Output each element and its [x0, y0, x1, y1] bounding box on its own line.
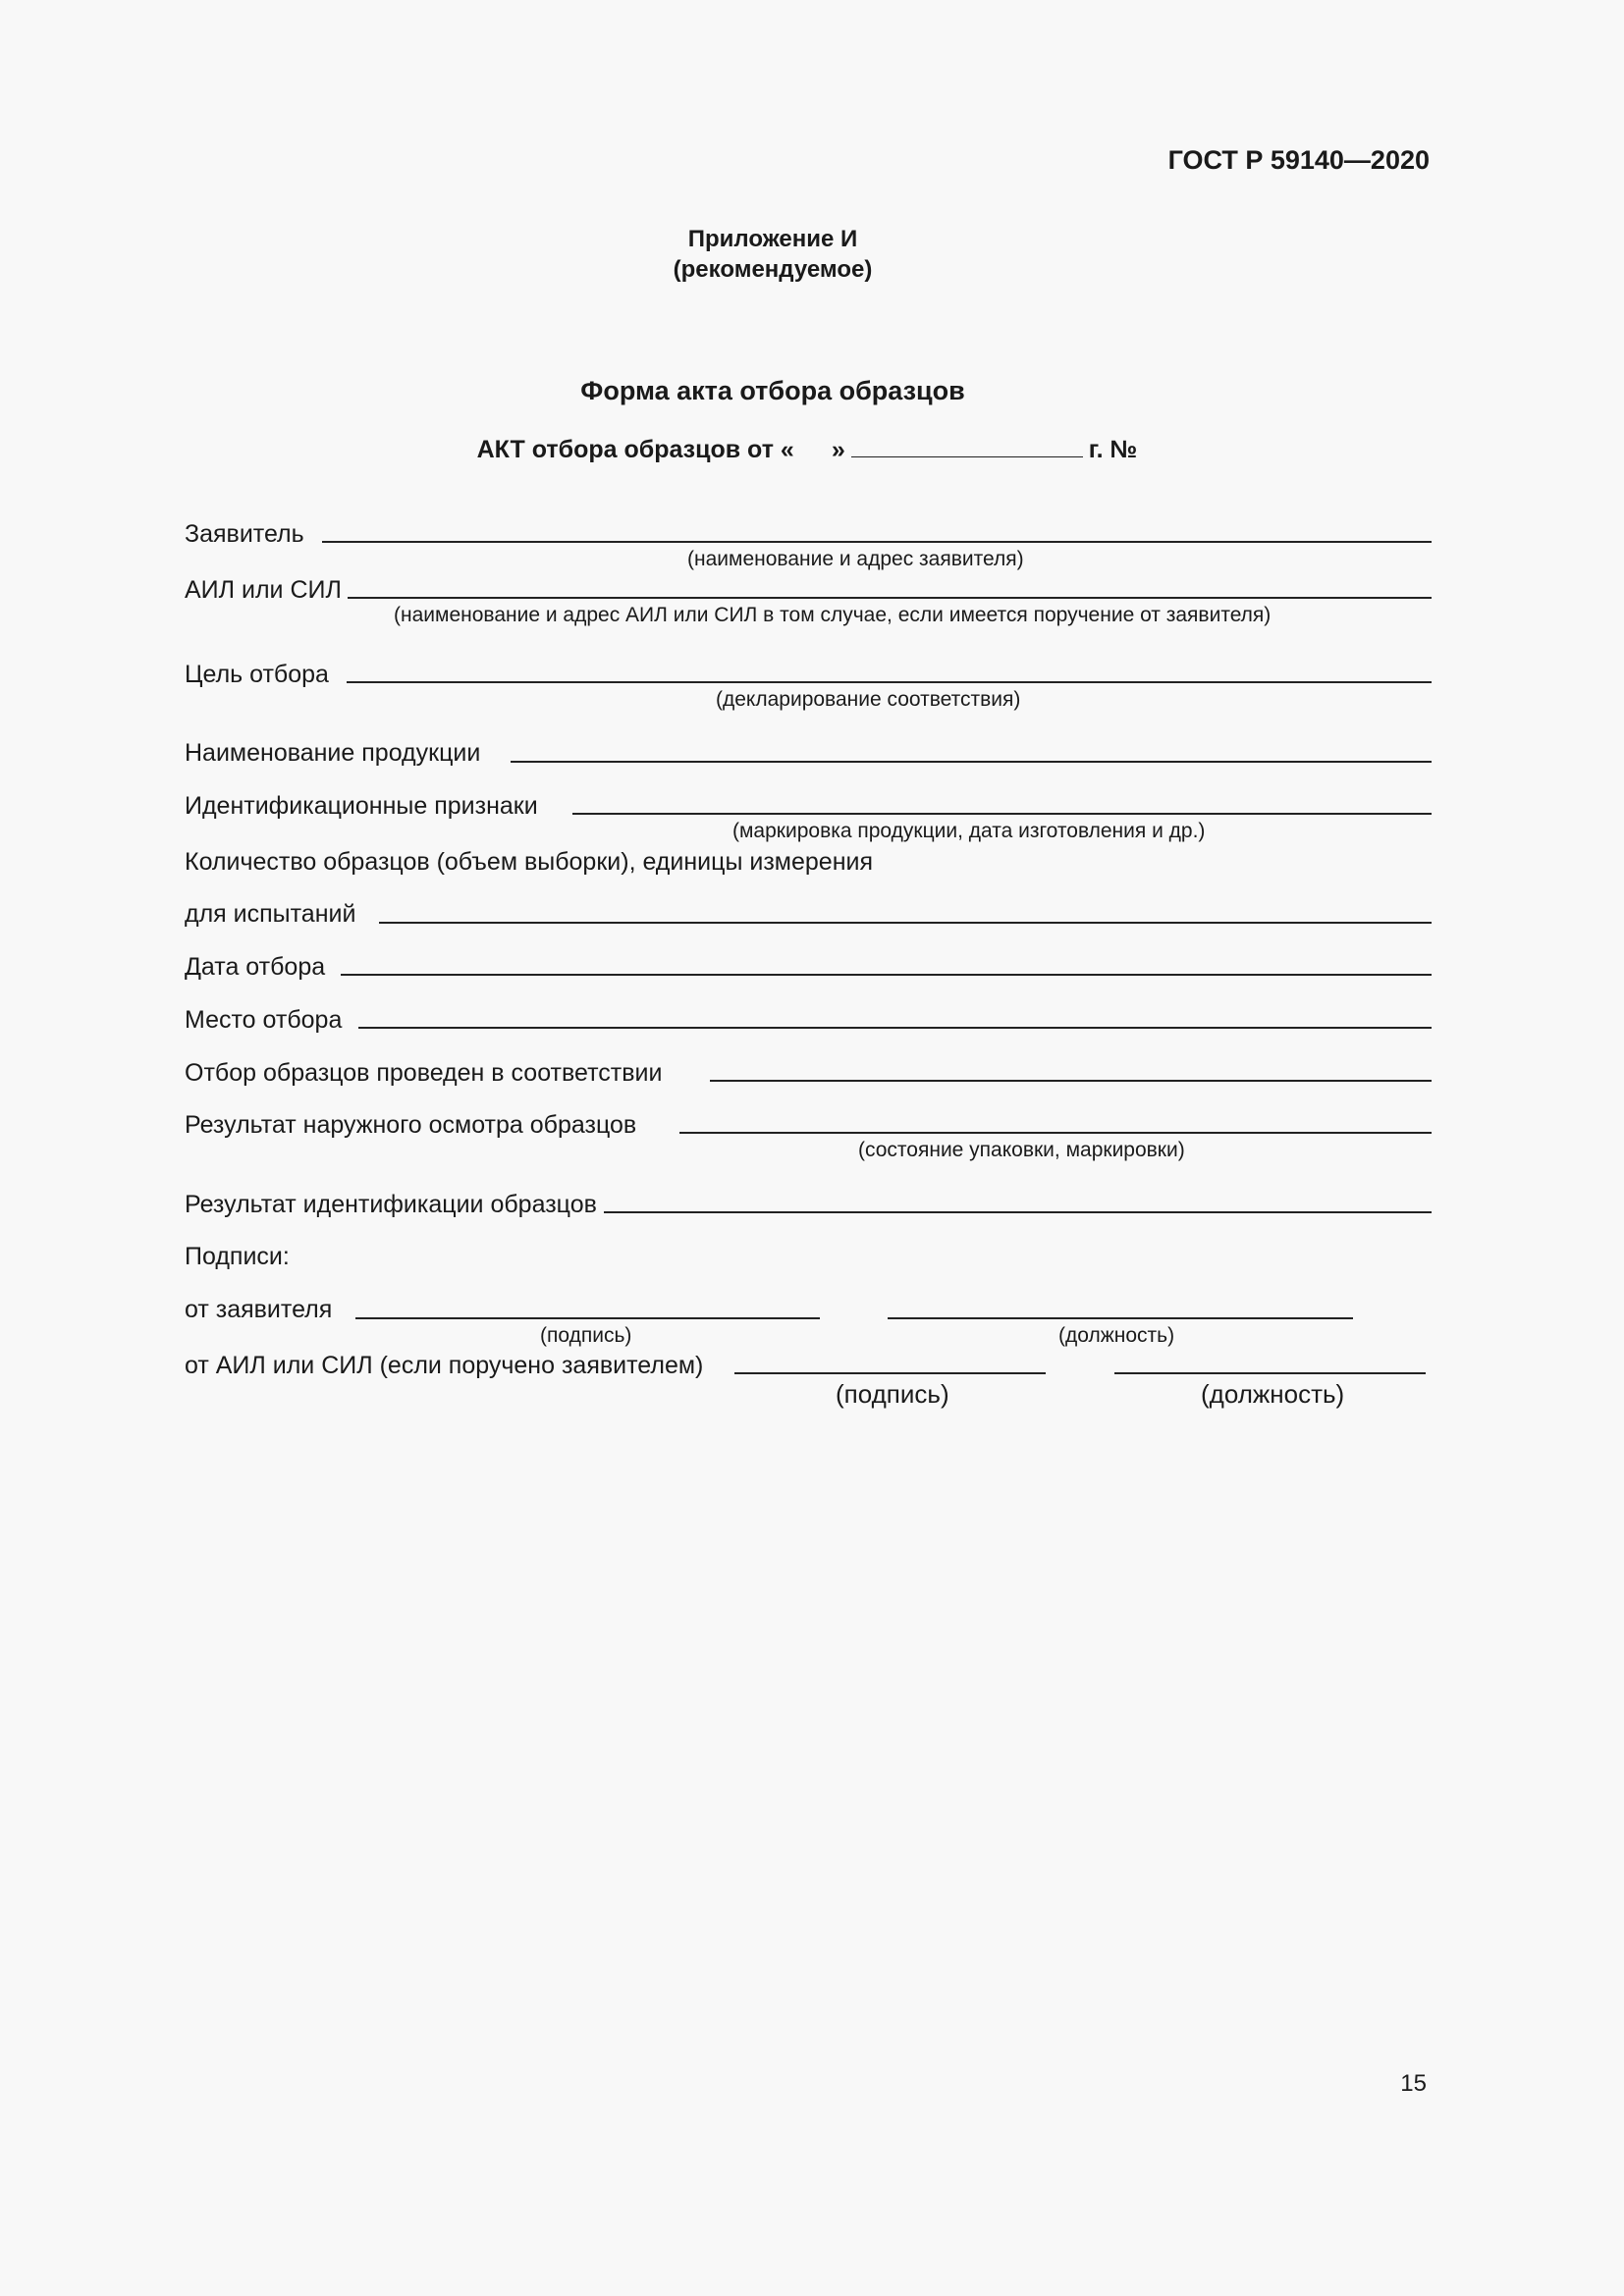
lab-position-line[interactable] — [1114, 1372, 1426, 1374]
inspection-hint: (состояние упаковки, маркировки) — [858, 1139, 1185, 1161]
appendix-subtitle: (рекомендуемое) — [673, 256, 873, 283]
lab-line[interactable] — [348, 597, 1432, 599]
purpose-line[interactable] — [347, 681, 1432, 683]
from-applicant-label: от заявителя — [185, 1296, 333, 1323]
applicant-label: Заявитель — [185, 520, 304, 548]
page-number: 15 — [1400, 2070, 1427, 2097]
lab-label: АИЛ или СИЛ — [185, 576, 342, 604]
identification-label: Идентификационные признаки — [185, 792, 538, 820]
lab-position-caption: (должность) — [1201, 1379, 1345, 1409]
form-title: Форма акта отбора образцов — [580, 376, 965, 405]
identification-result-label: Результат идентификации образцов — [185, 1191, 597, 1218]
act-month-blank[interactable] — [851, 435, 1083, 457]
lab-hint: (наименование и адрес АИЛ или СИЛ в том случае, если имеется поручение от заявителя) — [394, 604, 1272, 626]
applicant-signature-caption: (подпись) — [540, 1324, 632, 1347]
date-label: Дата отбора — [185, 953, 326, 981]
applicant-line[interactable] — [322, 541, 1432, 543]
place-label: Место отбора — [185, 1006, 343, 1034]
lab-signature-line[interactable] — [734, 1372, 1046, 1374]
applicant-hint: (наименование и адрес заявителя) — [687, 548, 1024, 570]
applicant-position-caption: (должность) — [1058, 1324, 1175, 1347]
act-suffix: г. № — [1088, 436, 1138, 463]
act-heading — [0, 435, 1614, 464]
identification-line[interactable] — [572, 813, 1432, 815]
place-line[interactable] — [358, 1027, 1432, 1029]
lab-signature-caption: (подпись) — [836, 1379, 949, 1409]
for-tests-line[interactable] — [379, 922, 1432, 924]
purpose-hint: (декларирование соответствия) — [716, 688, 1021, 711]
date-line[interactable] — [341, 974, 1432, 976]
product-name-label: Наименование продукции — [185, 739, 481, 767]
conformity-line[interactable] — [710, 1080, 1432, 1082]
document-standard-code: ГОСТ Р 59140—2020 — [1167, 145, 1430, 175]
purpose-label: Цель отбора — [185, 661, 329, 688]
quantity-label: Количество образцов (объем выборки), единицы измерения — [185, 848, 874, 876]
signatures-title: Подписи: — [185, 1243, 290, 1270]
inspection-label: Результат наружного осмотра образцов — [185, 1111, 637, 1139]
applicant-signature-line[interactable] — [355, 1317, 820, 1319]
product-name-line[interactable] — [511, 761, 1432, 763]
inspection-line[interactable] — [679, 1132, 1432, 1134]
appendix-title: Приложение И — [687, 226, 858, 252]
act-quote-close: » — [831, 436, 845, 463]
from-lab-label: от АИЛ или СИЛ (если поручено заявителем) — [185, 1352, 704, 1379]
act-prefix: АКТ отбора образцов от « — [476, 436, 794, 463]
identification-hint: (маркировка продукции, дата изготовления и др.) — [732, 820, 1206, 842]
applicant-position-line[interactable] — [888, 1317, 1353, 1319]
conformity-label: Отбор образцов проведен в соответствии — [185, 1059, 663, 1087]
for-tests-label: для испытаний — [185, 900, 356, 928]
identification-result-line[interactable] — [604, 1211, 1432, 1213]
